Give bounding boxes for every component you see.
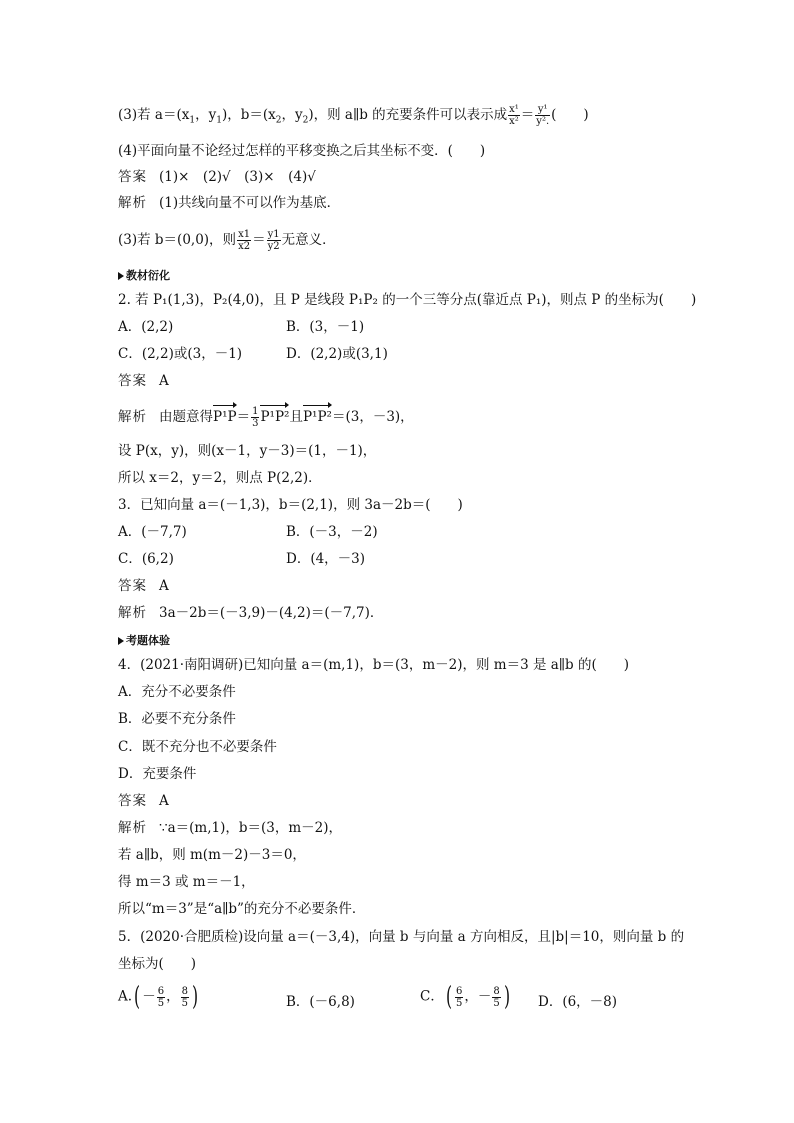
explanation-label: 解析 [118,409,147,425]
q3-sub: 1 [216,115,222,126]
problem-2-option-c: C．(2,2)或(3，－1) [118,346,243,362]
problem-3-answer [118,577,169,595]
q3-eq: ＝ [520,107,535,123]
problem-5-option-a [118,984,200,1010]
problem-3-option-c: C．(6,2) [118,551,174,567]
explanation-text: 3a－2b＝(－3,9)－(4,2)＝(－7,7)． [159,605,384,621]
exp-fraction-y [267,229,281,252]
section-heading-textbook [118,267,170,285]
frac-num: 6 [157,985,165,997]
problem-4-answer [118,792,169,810]
problem-4-option-c: C．既不充分也不必要条件 [118,739,277,755]
q3-fraction-x [508,104,520,127]
problem-2-answer [118,372,169,390]
left-paren: ( [134,982,141,1012]
frac-num: 1 [252,406,259,417]
q3-statement [118,104,589,130]
problem-3-option-b: B．(－3，－2) [286,524,378,540]
answer-text: (1)× (2)√ (3)× (4)√ [159,169,316,185]
right-paren: ) [503,982,510,1012]
problem-3-stem: 3．已知向量 a＝(－1,3)，b＝(2,1)，则 3a－2b＝( ) [118,497,463,513]
problem-2-explanation-1 [118,406,414,429]
problem-4-explanation-4: 所以“m＝3”是“a∥b”的充分不必要条件． [118,901,366,917]
problem-3-option-d: D．(4，－3) [286,551,366,567]
option-label: C． [420,988,444,1005]
q4-statement: (4)平面向量不论经过怎样的平移变换之后其坐标不变．( ) [118,143,486,159]
answer-label: 答案 [118,793,147,809]
q3-sub: 1 [189,115,196,126]
problem-4-stem: 4．(2021·南阳调研)已知向量 a＝(m,1)，b＝(3，m－2)，则 m＝3 是 a∥b 的( ) [118,657,629,673]
answer-label: 答案 [118,578,147,594]
triangle-bullet-icon [118,637,124,645]
exp-eq: ＝ [252,232,266,248]
q3-frac-den: x² [509,116,519,127]
explanation-text: 由题意得 [159,409,213,425]
fraction-6-5 [157,986,165,1009]
answer-text: A [159,373,169,389]
problem-5-stem-1: 5．(2020·合肥质检)设向量 a＝(－3,4)，向量 b 与向量 a 方向相反，且|b|＝10，则向量 b 的 [118,929,685,945]
answer-label: 答案 [118,373,147,389]
q3-frac-num: x¹ [509,104,519,115]
q3-text: ，y [281,107,303,123]
problem-4-option-d: D．充要条件 [118,766,197,782]
frac-den: 5 [493,997,500,1009]
frac-den: 3 [252,418,259,429]
q3-text: )，b＝(x [221,107,276,123]
comma: ， [464,988,478,1005]
exp-fraction-x [237,229,251,252]
fraction-8-5 [181,986,189,1009]
exp-eq: ＝ [236,409,251,425]
explanation-text: ∵a＝(m,1)，b＝(3，m－2)， [159,820,343,836]
explanation-text: 无意义． [281,232,336,248]
problem-2-option-d: D．(2,2)或(3,1) [286,346,388,362]
problem-4-option-a: A．充分不必要条件 [118,684,236,700]
problem-2-option-b: B．(3，－1) [286,319,365,335]
triangle-bullet-icon [118,272,124,280]
problem-5-stem-2: 坐标为( ) [118,956,197,972]
q3-fraction-y [535,104,550,127]
fraction-8-5 [492,986,500,1009]
problem-5-option-c [420,984,512,1010]
problem-4-explanation-1 [118,819,342,837]
answer-text: A [159,793,169,809]
frac-num: 6 [456,985,463,997]
answer-label: 答案 [118,169,147,185]
frac-den: 5 [157,997,165,1009]
section-heading-exam [118,632,170,650]
vector-p1p2: P¹P² [302,409,332,425]
frac-den: 5 [456,997,463,1009]
right-paren: ) [191,982,199,1012]
section-title: 教材衍化 [126,269,170,282]
problem-2-explanation-2: 设 P(x，y)，则(x－1，y－3)＝(1，－1)， [118,443,377,459]
comma: ， [166,988,180,1005]
frac-num: y1 [267,229,280,240]
vector-p1p2: P¹P² [260,409,290,425]
explanation-label: 解析 [118,605,147,621]
frac-den: x2 [238,241,251,252]
vector-p1p: P¹P [213,409,237,425]
frac-num: 8 [181,985,188,997]
frac-den: 5 [181,997,188,1009]
answer-text: A [159,578,169,594]
q3-text: ，y [195,107,217,123]
option-label: A. [118,988,133,1005]
frac-num: x1 [238,229,251,240]
answer-1 [118,168,316,186]
explanation-text: (1)共线向量不可以作为基底． [159,195,341,211]
problem-4-option-b: B．必要不充分条件 [118,711,236,727]
explanation-label: 解析 [118,195,147,211]
fraction-6-5 [455,986,463,1009]
problem-5-option-d: D．(6，－8) [538,994,618,1010]
q3-frac-num: y¹ [535,104,550,116]
minus-sign: － [142,988,156,1005]
section-title: 考题体验 [126,634,170,647]
fraction-one-third [251,406,259,429]
left-paren: ( [445,982,452,1012]
q3-text-lead: (3)若 a＝(x [118,107,190,123]
explanation-text: (3)若 b＝(0,0)，则 [118,232,237,248]
frac-num: 8 [493,985,500,997]
explanation-text: ＝(3，－3)， [331,409,414,425]
q3-text: )，则 a∥b 的充要条件可以表示成 [308,107,508,123]
problem-5-option-b: B．(－6,8) [286,994,355,1010]
problem-4-explanation-2: 若 a∥b，则 m(m－2)－3＝0， [118,847,306,863]
problem-2-option-a: A．(2,2) [118,319,174,335]
q3-frac-den: y². [536,116,550,127]
frac-den: y2 [267,241,280,252]
problem-2-explanation-3: 所以 x＝2，y＝2，则点 P(2,2)． [118,470,322,486]
problem-3-explanation [118,604,383,622]
q3-answer-blank: ( ) [551,107,589,123]
explanation-1 [118,194,340,212]
explanation-label: 解析 [118,820,147,836]
problem-4-explanation-3: 得 m＝3 或 m＝－1， [118,874,255,890]
problem-3-option-a: A．(－7,7) [118,524,187,540]
minus-sign: － [477,988,492,1005]
explanation-text: 且 [289,409,303,425]
q3-sub: 2 [302,115,309,126]
problem-2-stem: 2. 若 P₁(1,3)，P₂(4,0)，且 P 是线段 P₁P₂ 的一个三等分点(靠近点 P₁)，则点 P 的坐标为( ) [118,292,697,308]
explanation-1b [118,229,336,252]
q3-sub: 2 [275,115,282,126]
